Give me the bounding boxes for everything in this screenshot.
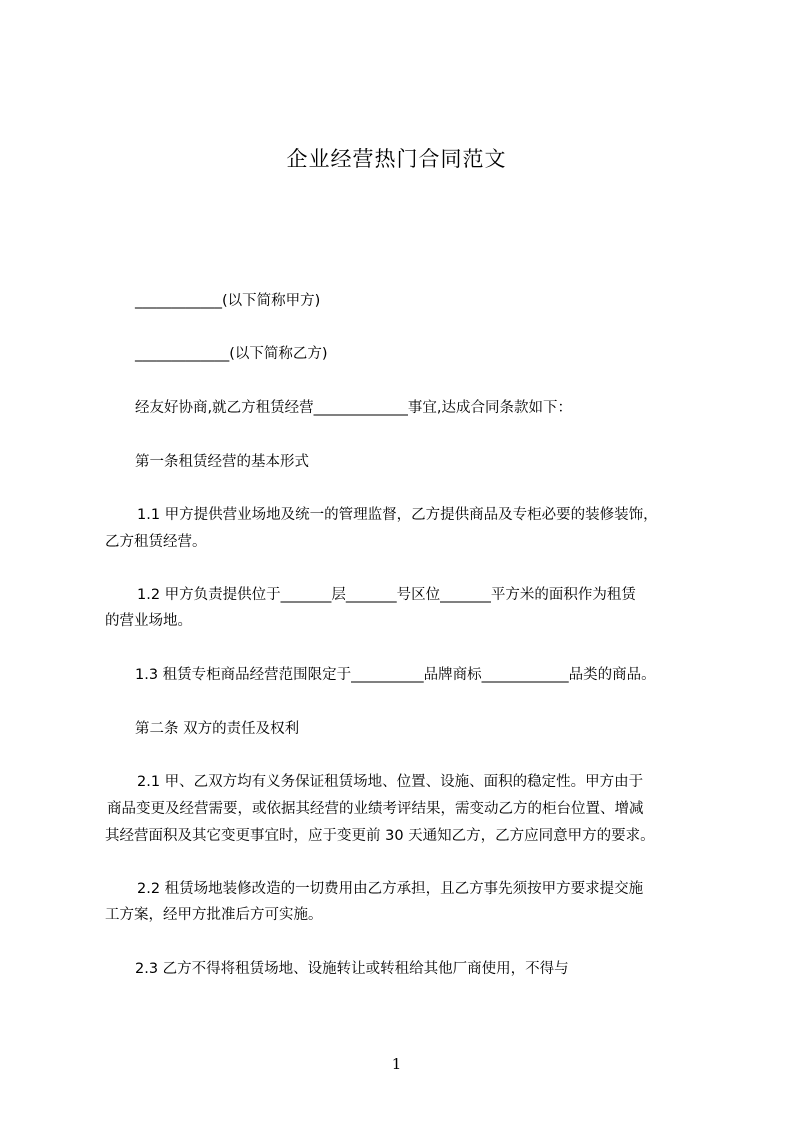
- clause-2-1-line-3: 其经营面积及其它变更事宜时，应于变更前 30 天通知乙方，乙方应同意甲方的要求。: [105, 828, 655, 844]
- clause-2-2-line-1: 2.2 租赁场地装修改造的一切费用由乙方承担，且乙方事先须按甲方要求提交施: [137, 881, 644, 897]
- page-number: 1: [391, 1055, 402, 1073]
- clause-2-1-line-2: 商品变更及经营需要，或依据其经营的业绩考评结果，需变动乙方的柜台位置、增减: [107, 801, 644, 817]
- clause-1-1-line-1: 1.1 甲方提供营业场地及统一的管理监督，乙方提供商品及专柜必要的装修装饰，: [137, 507, 658, 523]
- clause-2-2-line-2: 工方案，经甲方批准后方可实施。: [105, 907, 323, 923]
- intro-line: 经友好协商,就乙方租赁经营_____________事宜,达成合同条款如下：: [135, 400, 572, 416]
- article-2-heading: 第二条 双方的责任及权利: [135, 721, 300, 737]
- clause-2-3-line-1: 2.3 乙方不得将租赁场地、设施转让或转租给其他厂商使用，不得与: [135, 961, 569, 977]
- document-title: 企业经营热门合同范文: [286, 147, 507, 171]
- article-1-heading: 第一条租赁经营的基本形式: [135, 454, 309, 470]
- clause-2-1-line-1: 2.1 甲、乙双方均有义务保证租赁场地、位置、设施、面积的稳定性。甲方由于: [137, 774, 644, 790]
- clause-1-2-line-2: 的营业场地。: [105, 613, 192, 629]
- clause-1-3: 1.3 租赁专柜商品经营范围限定于__________品牌商标____________品类的商品。: [135, 667, 656, 683]
- party-a-line: ____________(以下简称甲方): [135, 293, 321, 309]
- party-b-line: _____________(以下简称乙方): [135, 346, 328, 362]
- clause-1-1-line-2: 乙方租赁经营。: [105, 534, 207, 550]
- clause-1-2-line-1: 1.2 甲方负责提供位于_______层_______号区位_______平方米的面积作为租赁: [137, 587, 636, 603]
